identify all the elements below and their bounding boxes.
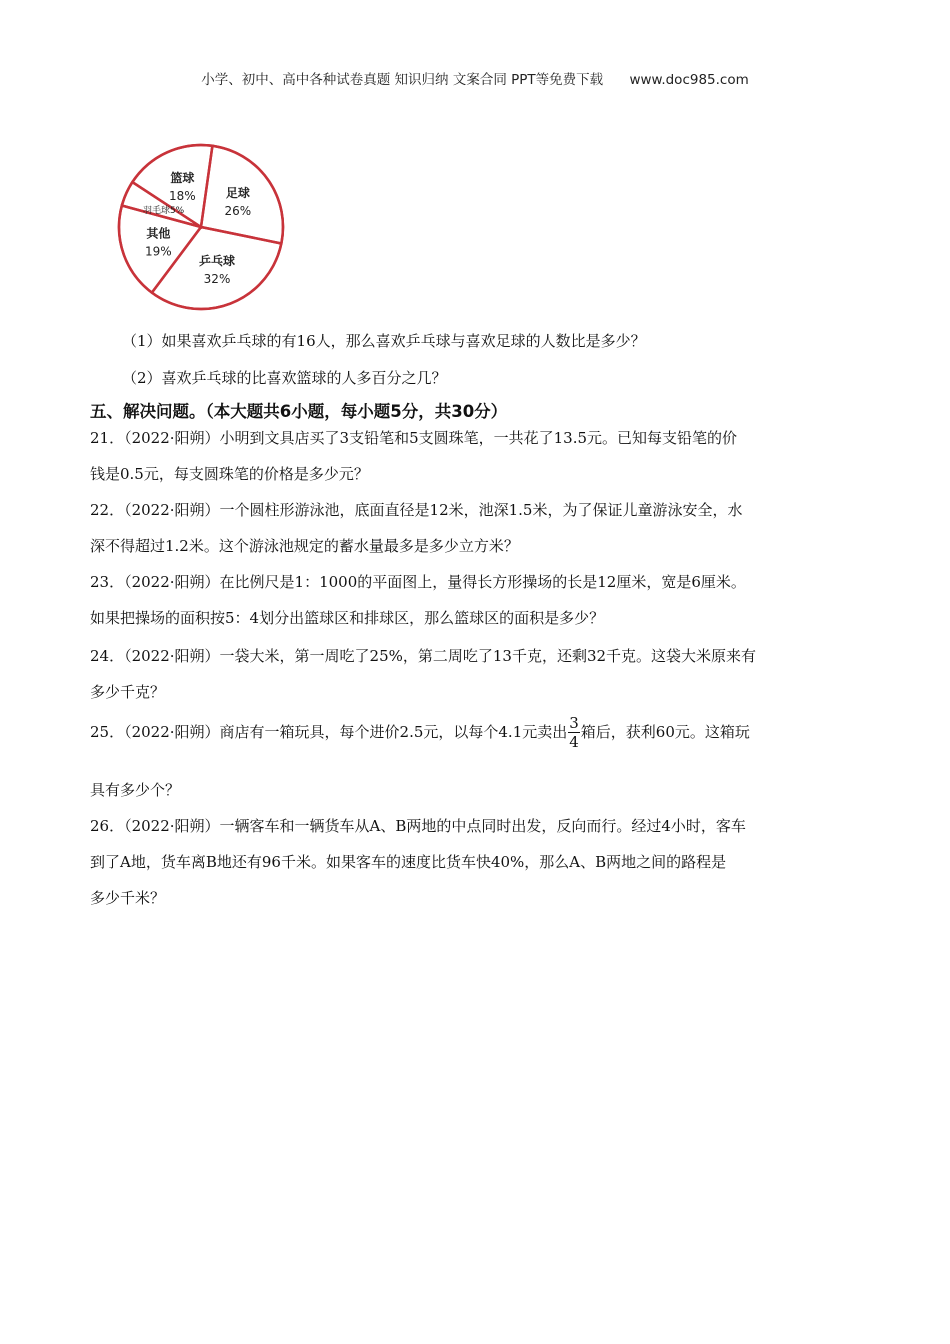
question-25-line-2: 具有多少个？ [90, 781, 181, 799]
fraction-three-quarters [568, 716, 580, 750]
page-header [0, 68, 950, 88]
pie-slice-value-3: 19% [145, 244, 172, 259]
question-21-line-2: 钱是0.5元，每支圆珠笔的价格是多少元？ [90, 465, 369, 483]
question-25-text-after: 箱后，获利60元。这箱玩 [580, 723, 750, 741]
question-22-line-1: 22．（2022·阳朔）一个圆柱形游泳池，底面直径是12米，池深1.5米，为了保证儿童游泳安全，水 [90, 501, 743, 519]
pie-slice-name-3: 其他 [146, 226, 171, 241]
pie-slice-name-5: 篮球 [170, 170, 195, 185]
pie-slice-value-5: 18% [169, 188, 196, 203]
pie-slice-value-2: 32% [203, 272, 231, 287]
fraction-denominator: 4 [569, 733, 579, 751]
header-url[interactable]: www.doc985.com [629, 72, 749, 88]
question-23-line-1: 23．（2022·阳朔）在比例尺是1：1000的平面图上，量得长方形操场的长是12厘米，宽是6厘米。 [90, 573, 746, 591]
question-26-line-3: 多少千米？ [90, 889, 166, 907]
pie-chart [116, 142, 286, 312]
question-22-line-2: 深不得超过1.2米。这个游泳池规定的蓄水量最多是多少立方米？ [90, 537, 519, 555]
question-25-line-1 [90, 716, 750, 750]
question-25-text-before: 25．（2022·阳朔）商店有一箱玩具，每个进价2.5元，以每个4.1元卖出 [90, 723, 568, 741]
pie-slice-value-1: 26% [224, 204, 252, 219]
pie-slice-label-4: 羽毛球5% [142, 206, 185, 217]
header-text: 小学、初中、高中各种试卷真题 知识归纳 文案合同 PPT等免费下载 [201, 72, 604, 88]
fraction-numerator: 3 [569, 714, 579, 732]
pie-slice-name-2: 乒乓球 [199, 254, 236, 269]
subquestion-1: （1）如果喜欢乒乓球的有16人，那么喜欢乒乓球与喜欢足球的人数比是多少？ [122, 332, 646, 350]
question-21-line-1: 21．（2022·阳朔）小明到文具店买了3支铅笔和5支圆珠笔，一共花了13.5元。已知每支铅笔的价 [90, 429, 738, 447]
subquestion-2: （2）喜欢乒乓球的比喜欢篮球的人多百分之几？ [122, 369, 447, 387]
pie-slices [119, 145, 283, 309]
question-24-line-2: 多少千克？ [90, 683, 166, 701]
question-24-line-1: 24．（2022·阳朔）一袋大米，第一周吃了25%，第二周吃了13千克，还剩32千克。这袋大米原来有 [90, 647, 757, 665]
pie-slice-name-1: 足球 [225, 186, 250, 201]
question-26-line-1: 26．（2022·阳朔）一辆客车和一辆货车从A、B两地的中点同时出发，反向而行。经过4小时，客车 [90, 817, 746, 835]
question-23-line-2: 如果把操场的面积按5：4划分出篮球区和排球区，那么篮球区的面积是多少？ [90, 609, 605, 627]
question-26-line-2: 到了A地，货车离B地还有96千米。如果客车的速度比货车快40%，那么A、B两地之间的路程是 [90, 853, 727, 871]
section-title: 五、解决问题。（本大题共6小题，每小题5分，共30分） [90, 402, 508, 421]
